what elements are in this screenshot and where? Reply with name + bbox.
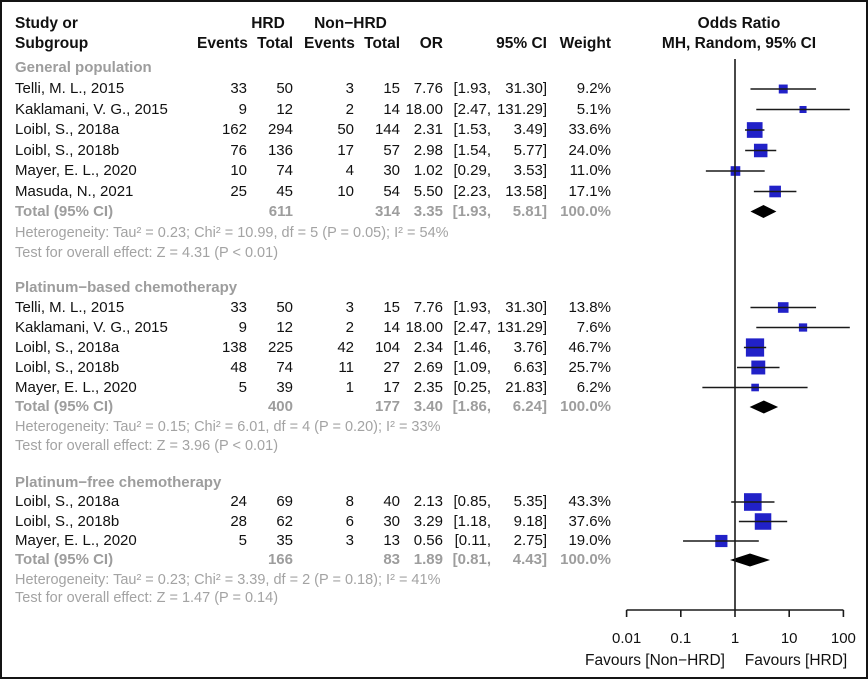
hrd-events: 28 [230, 512, 247, 530]
non-hrd-events: 11 [338, 358, 354, 376]
or-value: 5.50 [413, 182, 443, 200]
ci-high: 13.58] [505, 182, 547, 200]
total-ci-high: 6.24] [512, 398, 547, 415]
hrd-total: 35 [276, 532, 293, 549]
study-label: Loibl, S., 2018a [15, 493, 120, 510]
hrd-total: 12 [276, 100, 293, 118]
overall-effect-note: Test for overall effect: Z = 1.47 (P = 0.14) [15, 589, 279, 606]
non-hrd-total: 17 [383, 378, 400, 396]
ci-low: [0.11, [454, 532, 491, 549]
hrd-total: 69 [276, 493, 293, 510]
ci-high: 31.30] [505, 298, 547, 316]
hrd-events: 10 [230, 162, 247, 179]
non-hrd-total: 14 [383, 100, 400, 118]
weight-value: 6.2% [576, 378, 611, 396]
non-hrd-events: 17 [337, 141, 354, 159]
non-hrd-events: 42 [337, 338, 354, 356]
non-hrd-total: 30 [383, 162, 400, 179]
hrd-total: 225 [267, 338, 293, 356]
total-non-hrd: 83 [383, 551, 400, 568]
total-ci-low: [1.93, [452, 202, 491, 220]
hrd-total: 45 [276, 182, 293, 200]
weight-value: 7.6% [576, 318, 611, 336]
header-weight: Weight [559, 35, 611, 52]
header-group-non-hrd: Non−HRD [314, 15, 387, 32]
weight-value: 13.8% [568, 298, 611, 316]
total-label: Total (95% CI) [15, 551, 114, 568]
total-hrd: 400 [267, 398, 293, 415]
header-events-non: Events [304, 35, 355, 52]
total-diamond [750, 205, 776, 218]
non-hrd-total: 57 [383, 141, 400, 159]
or-value: 2.69 [413, 358, 443, 376]
heterogeneity-note: Heterogeneity: Tau² = 0.23; Chi² = 10.99, df = 5 (P = 0.05); I² = 54% [15, 225, 449, 241]
or-value: 7.76 [413, 298, 443, 316]
axis-tick-label: 0.01 [611, 630, 642, 647]
ci-low: [1.93, [453, 298, 491, 316]
ci-low: [1.18, [453, 512, 491, 530]
header-events-hrd: Events [197, 35, 248, 52]
ci-high: 3.53] [513, 162, 547, 179]
non-hrd-total: 13 [383, 532, 400, 549]
weight-value: 5.1% [576, 100, 611, 118]
hrd-total: 74 [276, 162, 293, 179]
plot-title-line1: Odds Ratio [697, 15, 781, 32]
ci-low: [1.93, [453, 80, 491, 97]
study-label: Kaklamani, V. G., 2015 [15, 100, 168, 118]
non-hrd-events: 3 [345, 80, 354, 97]
hrd-total: 39 [276, 378, 293, 396]
hrd-total: 294 [267, 121, 293, 138]
or-value: 1.02 [413, 162, 443, 179]
hrd-events: 25 [230, 182, 247, 200]
ci-high: 131.29] [496, 318, 547, 336]
total-weight: 100.0% [560, 398, 611, 415]
study-label: Mayer, E. L., 2020 [15, 532, 137, 549]
non-hrd-events: 8 [345, 493, 354, 510]
non-hrd-events: 2 [345, 100, 354, 118]
ci-low: [0.29, [453, 162, 491, 179]
ci-high: 9.18] [513, 512, 547, 530]
non-hrd-total: 144 [374, 121, 400, 138]
study-label: Telli, M. L., 2015 [15, 80, 125, 97]
overall-effect-note: Test for overall effect: Z = 3.96 (P < 0.01) [15, 437, 279, 454]
hrd-events: 5 [238, 378, 247, 396]
total-weight: 100.0% [560, 202, 611, 220]
total-hrd: 611 [268, 202, 293, 220]
hrd-total: 12 [276, 318, 293, 336]
ci-high: 5.35] [513, 493, 547, 510]
total-label: Total (95% CI) [15, 398, 114, 415]
heterogeneity-note: Heterogeneity: Tau² = 0.15; Chi² = 6.01, df = 4 (P = 0.20); I² = 33% [15, 418, 441, 435]
header-total-non: Total [364, 35, 400, 52]
hrd-events: 162 [221, 121, 247, 138]
total-non-hrd: 177 [374, 398, 400, 415]
non-hrd-total: 54 [383, 182, 400, 200]
study-label: Mayer, E. L., 2020 [15, 378, 137, 396]
hrd-events: 33 [230, 80, 247, 97]
favours-left-label: Favours [Non−HRD] [585, 652, 725, 669]
weight-value: 33.6% [568, 121, 611, 138]
or-value: 2.34 [413, 338, 443, 356]
ci-low: [0.85, [453, 493, 491, 510]
header-total-hrd: Total [257, 35, 293, 52]
ci-high: 3.49] [513, 121, 547, 138]
hrd-events: 9 [238, 100, 247, 118]
header-study-line2: Subgroup [15, 35, 89, 52]
or-value: 0.56 [413, 532, 443, 549]
ci-low: [2.47, [453, 318, 491, 336]
header-ci: 95% CI [496, 35, 547, 52]
ci-low: [1.53, [453, 121, 491, 138]
ci-low: [0.25, [453, 378, 491, 396]
study-label: Loibl, S., 2018a [15, 121, 120, 138]
or-value: 18.00 [405, 100, 443, 118]
hrd-events: 5 [238, 532, 247, 549]
total-or: 1.89 [413, 551, 443, 568]
study-label: Loibl, S., 2018b [15, 512, 120, 530]
weight-value: 43.3% [568, 493, 611, 510]
total-diamond [750, 401, 778, 414]
total-or: 3.35 [413, 202, 443, 220]
ci-high: 21.83] [505, 378, 547, 396]
weight-value: 19.0% [568, 532, 611, 549]
favours-right-label: Favours [HRD] [744, 652, 848, 669]
non-hrd-total: 14 [383, 318, 400, 336]
hrd-total: 136 [267, 141, 293, 159]
non-hrd-events: 1 [345, 378, 354, 396]
weight-value: 25.7% [568, 358, 611, 376]
study-label: Telli, M. L., 2015 [15, 298, 125, 316]
hrd-total: 74 [276, 358, 293, 376]
non-hrd-events: 50 [337, 121, 354, 138]
hrd-events: 9 [238, 318, 247, 336]
or-value: 2.13 [413, 493, 443, 510]
or-value: 2.98 [413, 141, 443, 159]
header-or: OR [419, 35, 443, 52]
total-or: 3.40 [413, 398, 443, 415]
total-weight: 100.0% [560, 551, 611, 568]
or-value: 7.76 [413, 80, 443, 97]
subgroup-title: Platinum−based chemotherapy [15, 279, 238, 296]
total-non-hrd: 314 [374, 202, 400, 220]
non-hrd-events: 2 [345, 318, 354, 336]
non-hrd-events: 3 [345, 298, 354, 316]
ci-low: [1.46, [453, 338, 491, 356]
non-hrd-total: 15 [383, 298, 400, 316]
non-hrd-events: 3 [345, 532, 354, 549]
plot-area [2, 2, 868, 679]
total-ci-low: [1.86, [452, 398, 491, 415]
hrd-events: 48 [230, 358, 247, 376]
hrd-events: 138 [221, 338, 247, 356]
overall-effect-note: Test for overall effect: Z = 4.31 (P < 0.01) [15, 244, 279, 261]
study-label: Loibl, S., 2018b [15, 358, 120, 376]
ci-high: 131.29] [496, 100, 547, 118]
heterogeneity-note: Heterogeneity: Tau² = 0.23; Chi² = 3.39, df = 2 (P = 0.18); I² = 41% [15, 571, 441, 588]
total-ci-low: [0.81, [452, 551, 491, 568]
total-ci-high: 4.43] [512, 551, 547, 568]
axis-tick-label: 100 [830, 630, 856, 647]
ci-high: 2.75] [513, 532, 547, 549]
non-hrd-total: 104 [374, 338, 400, 356]
axis-tick-label: 0.1 [670, 630, 692, 647]
ci-high: 5.77] [513, 141, 547, 159]
ci-low: [1.54, [453, 141, 491, 159]
hrd-events: 76 [230, 141, 247, 159]
total-hrd: 166 [267, 551, 293, 568]
subgroup-title: General population [15, 59, 152, 76]
ci-high: 3.76] [513, 338, 547, 356]
weight-value: 9.2% [576, 80, 611, 97]
non-hrd-total: 15 [383, 80, 400, 97]
non-hrd-total: 40 [383, 493, 400, 510]
hrd-total: 62 [276, 512, 293, 530]
non-hrd-events: 4 [345, 162, 354, 179]
or-value: 18.00 [405, 318, 443, 336]
non-hrd-total: 30 [383, 512, 400, 530]
weight-value: 17.1% [568, 182, 611, 200]
hrd-events: 33 [230, 298, 247, 316]
or-value: 2.31 [413, 121, 443, 138]
ci-high: 31.30] [505, 80, 547, 97]
study-label: Masuda, N., 2021 [15, 182, 134, 200]
ci-high: 6.63] [513, 358, 547, 376]
axis-tick-label: 1 [730, 630, 740, 647]
non-hrd-total: 27 [383, 358, 400, 376]
total-diamond [730, 554, 770, 567]
study-label: Loibl, S., 2018b [15, 141, 120, 159]
weight-value: 11.0% [569, 162, 611, 179]
hrd-total: 50 [276, 298, 293, 316]
axis-tick-label: 10 [780, 630, 798, 647]
non-hrd-events: 6 [345, 512, 354, 530]
total-label: Total (95% CI) [15, 202, 114, 220]
weight-value: 46.7% [568, 338, 611, 356]
weight-value: 37.6% [568, 512, 611, 530]
header-study-line1: Study or [15, 15, 78, 32]
hrd-events: 24 [230, 493, 247, 510]
or-value: 2.35 [413, 378, 443, 396]
subgroup-title: Platinum−free chemotherapy [15, 474, 222, 491]
study-label: Loibl, S., 2018a [15, 338, 120, 356]
ci-low: [2.47, [453, 100, 491, 118]
total-ci-high: 5.81] [512, 202, 547, 220]
hrd-total: 50 [276, 80, 293, 97]
header-group-hrd: HRD [251, 15, 285, 32]
or-value: 3.29 [413, 512, 443, 530]
non-hrd-events: 10 [337, 182, 354, 200]
plot-title-line2: MH, Random, 95% CI [661, 35, 817, 52]
study-label: Mayer, E. L., 2020 [15, 162, 137, 179]
study-label: Kaklamani, V. G., 2015 [15, 318, 168, 336]
ci-low: [2.23, [453, 182, 491, 200]
ci-low: [1.09, [453, 358, 491, 376]
weight-value: 24.0% [568, 141, 611, 159]
